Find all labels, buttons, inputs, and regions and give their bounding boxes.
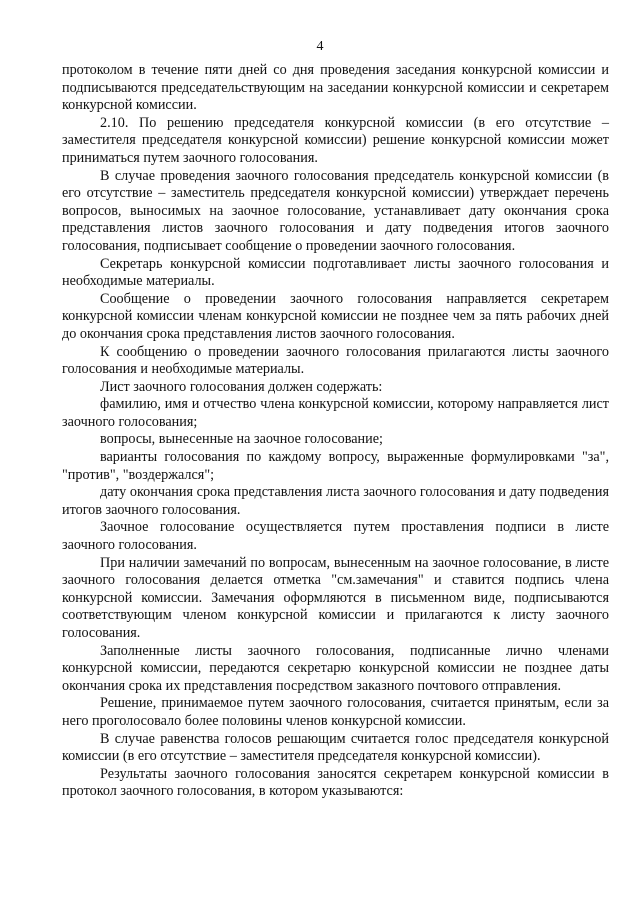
paragraph-list-item-questions: вопросы, вынесенные на заочное голосование; (100, 431, 383, 448)
paragraph-sheet-contents: Лист заочного голосования должен содержать: (100, 378, 383, 395)
paragraph-list-item-dates: дату окончания срока представления листа заочного голосования и дату подведения итогов заочного голосования. (62, 484, 609, 518)
paragraph-decision-adopted: Решение, принимаемое путем заочного голосования, считается принятым, если за него проголосовало более половины членов конкурсной комиссии. (62, 695, 609, 729)
paragraph-section-2-10: 2.10. По решению председателя конкурсной комиссии (в его отсутствие – заместителя председателя конкурсной комиссии) решение конкурсной комиссии может приниматься путем заочного голосования. (62, 114, 609, 166)
document-body (62, 62, 609, 801)
paragraph-attachments: К сообщению о проведении заочного голосования прилагаются листы заочного голосования и необходимые материалы. (62, 343, 609, 378)
page-number: 4 (316, 39, 324, 54)
paragraph-continuation: протоколом в течение пяти дней со дня проведения заседания конкурсной комиссии и подписываются председательствующим на заседании конкурсной комиссии и секретарем конкурсной комиссии. (62, 62, 609, 114)
paragraph-notice-sent: Сообщение о проведении заочного голосования направляется секретарем конкурсной комиссии членам конкурсной комиссии не позднее чем за пять рабочих дней до окончания срока представления листов заочного голосования. (62, 290, 609, 342)
paragraph-tie-vote: В случае равенства голосов решающим считается голос председателя конкурсной комиссии (в его отсутствие – заместителя председателя конкурсной комиссии). (62, 730, 609, 765)
paragraph-results-protocol: Результаты заочного голосования заносятся секретарем конкурсной комиссии в протокол заочного голосования, в котором указываются: (62, 765, 609, 800)
paragraph-signature: Заочное голосование осуществляется путем проставления подписи в листе заочного голосования. (62, 519, 609, 554)
paragraph-secretary-prepares: Секретарь конкурсной комиссии подготавливает листы заочного голосования и необходимые материалы. (62, 255, 609, 290)
paragraph-completed-sheets: Заполненные листы заочного голосования, подписанные лично членами конкурсной комиссии, передаются секретарю конкурсной комиссии не позднее даты окончания срока их представления посредством заказного почтового отправления. (62, 642, 609, 694)
paragraph-remarks: При наличии замечаний по вопросам, вынесенным на заочное голосование, в листе заочного голосования делается отметка "см.замечания" и ставится подпись члена конкурсной комиссии. Замечания оформляются в письменном виде, подписываются соответствующим членом конкурсной комиссии и прилагаются к листу заочного голосования. (62, 554, 609, 641)
paragraph-list-item-name: фамилию, имя и отчество члена конкурсной комиссии, которому направляется лист заочного голосования; (62, 396, 609, 430)
paragraph-chairman-approval: В случае проведения заочного голосования председатель конкурсной комиссии (в его отсутствие – заместитель председателя конкурсной комиссии) утверждает перечень вопросов, выносимых на заочное голосование, устанавливает дату окончания срока представления листов заочного голосования и дату подведения итогов заочного голосования, подписывает сообщение о проведении заочного голосования. (62, 167, 609, 254)
paragraph-list-item-options: варианты голосования по каждому вопросу, выраженные формулировками "за", "против", "воздержался"; (62, 449, 609, 483)
